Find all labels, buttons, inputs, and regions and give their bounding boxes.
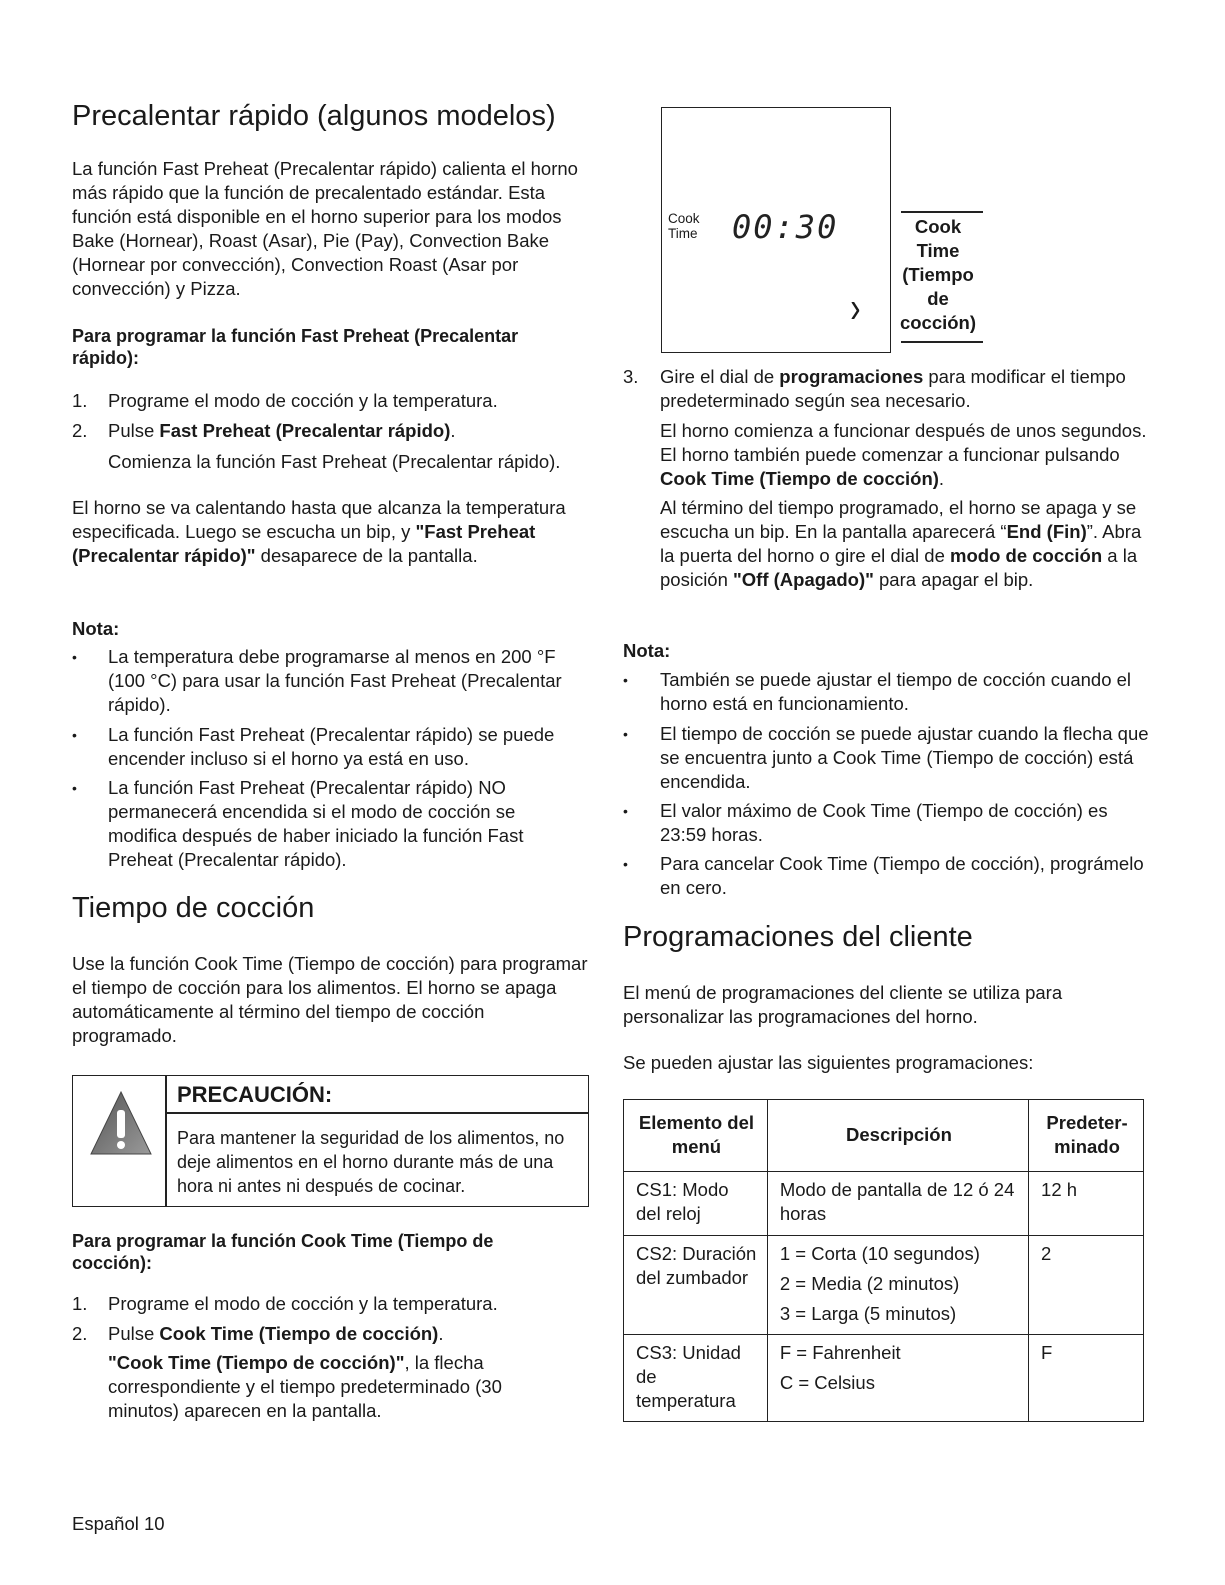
display-arrow-icon: › — [850, 283, 861, 332]
bullet-icon: • — [623, 803, 628, 819]
bullet-icon: • — [623, 726, 628, 742]
caution-box — [72, 1075, 589, 1207]
customer-settings-heading: Programaciones del cliente — [623, 921, 973, 953]
caution-title: PRECAUCIÓN: — [177, 1082, 333, 1107]
bullet-icon: • — [623, 672, 628, 688]
cook-time-heading: Tiempo de cocción — [72, 892, 315, 924]
note-item: También se puede ajustar el tiempo de cocción cuando el horno está en funcionamiento. — [660, 669, 1132, 714]
note-item: La temperatura debe programarse al menos en 200 °F (100 °C) para usar la función Fast Preheat (Precalentar rápido). — [108, 646, 562, 715]
table-cell: CS1: Modo del reloj — [624, 1172, 768, 1236]
display-time: 00:30 — [732, 208, 839, 246]
customer-settings-intro: El menú de programaciones del cliente se utiliza para personalizar las programaciones del horno. — [623, 982, 1063, 1027]
table-header-row — [624, 1100, 1144, 1172]
bullet-icon: • — [72, 727, 77, 743]
table-cell: Modo de pantalla de 12 ó 24 horas — [767, 1172, 1028, 1236]
cook-time-program-heading: Para programar la función Cook Time (Tiempo de cocción): — [72, 1231, 494, 1273]
note-item: La función Fast Preheat (Precalentar rápido) se puede encender incluso si el horno ya está en uso. — [108, 724, 555, 769]
note-label: Nota: — [72, 618, 120, 639]
fast-preheat-intro: La función Fast Preheat (Precalentar rápido) calienta el horno más rápido que la función de precalentado estándar. Esta función está disponible en el horno superior para los modos Bake (Hornear), Roast (Asar), Pie (Pay), Convection Bake (Hornear por convección), Convection Roast (Asar por convección) y Pizza. — [72, 158, 578, 299]
caution-text: Para mantener la seguridad de los alimentos, no deje alimentos en el horno durante más de una hora ni antes ni después de cocinar. — [177, 1128, 565, 1196]
bullet-icon: • — [72, 780, 77, 796]
note-label: Nota: — [623, 640, 671, 661]
cook-time-step3: Gire el dial de programaciones para modificar el tiempo predeterminado según sea necesario. — [660, 366, 1126, 411]
table-cell: CS3: Unidad de temperatura — [624, 1335, 768, 1422]
step-number: 2. — [72, 420, 88, 441]
fast-preheat-step1: Programe el modo de cocción y la temperatura. — [108, 390, 498, 411]
table-row — [624, 1335, 1144, 1422]
display-cook-time-label: Cook Time — [668, 211, 700, 241]
settings-table — [623, 1099, 1144, 1422]
step-number: 2. — [72, 1323, 88, 1344]
cook-time-step2: Pulse Cook Time (Tiempo de cocción). — [108, 1323, 444, 1344]
note-item: La función Fast Preheat (Precalentar rápido) NO permanecerá encendida si el modo de cocción se modifica después de haber iniciado la función Fast Preheat (Precalentar rápido). — [108, 777, 524, 870]
table-cell: F = Fahrenheit C = Celsius — [767, 1335, 1028, 1422]
column-header: Predeter-minado — [1029, 1100, 1144, 1172]
bullet-icon: • — [623, 856, 628, 872]
table-cell: CS2: Duración del zumbador — [624, 1236, 768, 1335]
column-header: Descripción — [767, 1100, 1028, 1172]
callout-rule-top — [901, 211, 983, 213]
fast-preheat-heading: Precalentar rápido (algunos modelos) — [72, 100, 556, 132]
table-row — [624, 1172, 1144, 1236]
step-number: 1. — [72, 390, 88, 411]
display-callout: Cook Time (Tiempo de cocción) — [899, 216, 977, 333]
cook-time-step3-p3: Al término del tiempo programado, el horno se apaga y se escucha un bip. En la pantalla aparecerá “End (Fin)”. Abra la puerta del horno o gire el dial de modo de cocción a la posición "Off (Apagado)" para apagar el bip. — [660, 497, 1142, 590]
table-cell: F — [1029, 1335, 1144, 1422]
note-item: Para cancelar Cook Time (Tiempo de cocción), prográmelo en cero. — [660, 853, 1144, 898]
table-cell: 1 = Corta (10 segundos) 2 = Media (2 minutos) 3 = Larga (5 minutos) — [767, 1236, 1028, 1335]
table-row — [624, 1236, 1144, 1335]
fast-preheat-step2-result: Comienza la función Fast Preheat (Precalentar rápido). — [108, 451, 561, 472]
fast-preheat-program-heading: Para programar la función Fast Preheat (Precalentar rápido): — [72, 326, 519, 368]
callout-rule-bottom — [901, 341, 983, 343]
cook-time-step3-p2: El horno comienza a funcionar después de unos segundos. El horno también puede comenzar a funcionar pulsando Cook Time (Tiempo de cocción). — [660, 420, 1147, 489]
cook-time-step2-result: "Cook Time (Tiempo de cocción)", la flecha correspondiente y el tiempo predeterminado (30 minutos) aparecen en la pantalla. — [108, 1352, 502, 1421]
note-item: El valor máximo de Cook Time (Tiempo de cocción) es 23:59 horas. — [660, 800, 1108, 845]
customer-settings-intro2: Se pueden ajustar las siguientes programaciones: — [623, 1052, 1034, 1073]
fast-preheat-after: El horno se va calentando hasta que alcanza la temperatura especificada. Luego se escucha un bip, y "Fast Preheat (Precalentar rápido)" desaparece de la pantalla. — [72, 497, 566, 566]
table-cell: 2 — [1029, 1236, 1144, 1335]
oven-display — [661, 107, 891, 353]
fast-preheat-step2: Pulse Fast Preheat (Precalentar rápido). — [108, 420, 456, 441]
step-number: 3. — [623, 366, 639, 387]
note-item: El tiempo de cocción se puede ajustar cuando la flecha que se encuentra junto a Cook Time (Tiempo de cocción) está encendida. — [660, 723, 1149, 792]
step-number: 1. — [72, 1293, 88, 1314]
page-footer: Español 10 — [72, 1513, 165, 1534]
cook-time-step1: Programe el modo de cocción y la temperatura. — [108, 1293, 498, 1314]
warning-icon — [89, 1088, 153, 1160]
cook-time-intro: Use la función Cook Time (Tiempo de cocción) para programar el tiempo de cocción para los alimentos. El horno se apaga automáticamente al término del tiempo de cocción programado. — [72, 953, 588, 1046]
column-header: Elemento del menú — [624, 1100, 768, 1172]
bullet-icon: • — [72, 649, 77, 665]
table-cell: 12 h — [1029, 1172, 1144, 1236]
